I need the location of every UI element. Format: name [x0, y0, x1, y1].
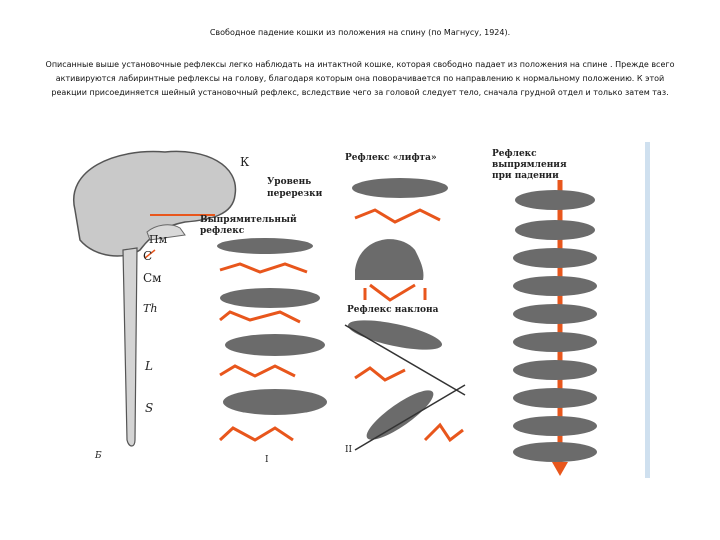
cat-fall-figure — [55, 140, 653, 480]
falling-cat-3 — [513, 248, 597, 268]
falling-cat-2 — [515, 220, 595, 240]
label-fall-righting-2: выпрямления — [492, 160, 567, 170]
label-th: Th — [143, 302, 158, 315]
label-panel-i: I — [265, 455, 269, 465]
limb-diagram-3 — [220, 366, 295, 376]
falling-cat-8 — [513, 388, 597, 408]
cut-level-line-1: Уровень — [267, 177, 312, 187]
falling-cat-5 — [513, 304, 597, 324]
label-tilt-reflex: Рефлекс наклона — [347, 305, 439, 315]
column-2-cats — [345, 178, 465, 455]
label-panel-b: Б — [95, 451, 102, 461]
falling-cat-4 — [513, 276, 597, 296]
slide-title: Свободное падение кошки из положения на спину (по Магнусу, 1924). — [209, 28, 511, 37]
falling-cat-10 — [513, 442, 597, 462]
falling-cat-9 — [513, 416, 597, 436]
falling-cat-6 — [513, 332, 597, 352]
cat-5 — [352, 178, 448, 198]
fall-arrow-head — [552, 462, 568, 476]
label-righting-reflex: Выпрямительный — [200, 215, 297, 225]
label-s: S — [145, 401, 154, 415]
label-cut-level — [267, 177, 311, 187]
cat-4 — [223, 389, 327, 415]
limb-diagram-1 — [220, 264, 307, 272]
label-lift-reflex: Рефлекс «лифта» — [345, 153, 437, 163]
label-righting-reflex-2: рефлекс — [200, 226, 245, 236]
side-bar — [645, 142, 650, 478]
column-3-falling-cats — [513, 180, 597, 476]
label-k: К — [240, 155, 250, 169]
label-fall-righting-3: при падении — [492, 171, 559, 181]
label-fall-righting: Рефлекс — [492, 149, 537, 159]
label-cm: См — [143, 271, 162, 285]
brain-and-spinal-cord — [74, 151, 250, 461]
cat-7 — [346, 314, 444, 355]
limb-diagram-6 — [365, 285, 425, 300]
cat-6-arched — [355, 239, 423, 280]
falling-cat-1 — [515, 190, 595, 210]
column-1-cats — [217, 238, 327, 465]
slide-paragraph: Описанные выше установочные рефлексы легко наблюдать на интактной кошке, которая свободно падает из положения на спине . Прежде всего активируются лабиринтные рефлексы на голову, благодаря которым она поворачивается по направлению к нормальному положению. К этой реакции присоединяется шейный установочный рефлекс, вследствие чего за головой следует тело, сначала грудной отдел и только затем таз. — [45, 60, 675, 97]
falling-cat-7 — [513, 360, 597, 380]
label-panel-ii: II — [345, 445, 353, 455]
limb-diagram-4 — [220, 428, 293, 440]
cat-3 — [225, 334, 325, 356]
limb-diagram-8 — [425, 425, 463, 440]
label-l: L — [145, 359, 153, 373]
limb-diagram-7 — [355, 368, 405, 380]
cat-2 — [220, 288, 320, 308]
figure-illustration — [55, 140, 653, 480]
label-cut-level-2: перерезки — [267, 189, 323, 199]
limb-diagram-5 — [355, 210, 440, 222]
label-c: С — [143, 249, 153, 263]
cat-1 — [217, 238, 313, 254]
label-pm: Пм — [149, 233, 168, 246]
limb-diagram-2 — [220, 312, 300, 322]
